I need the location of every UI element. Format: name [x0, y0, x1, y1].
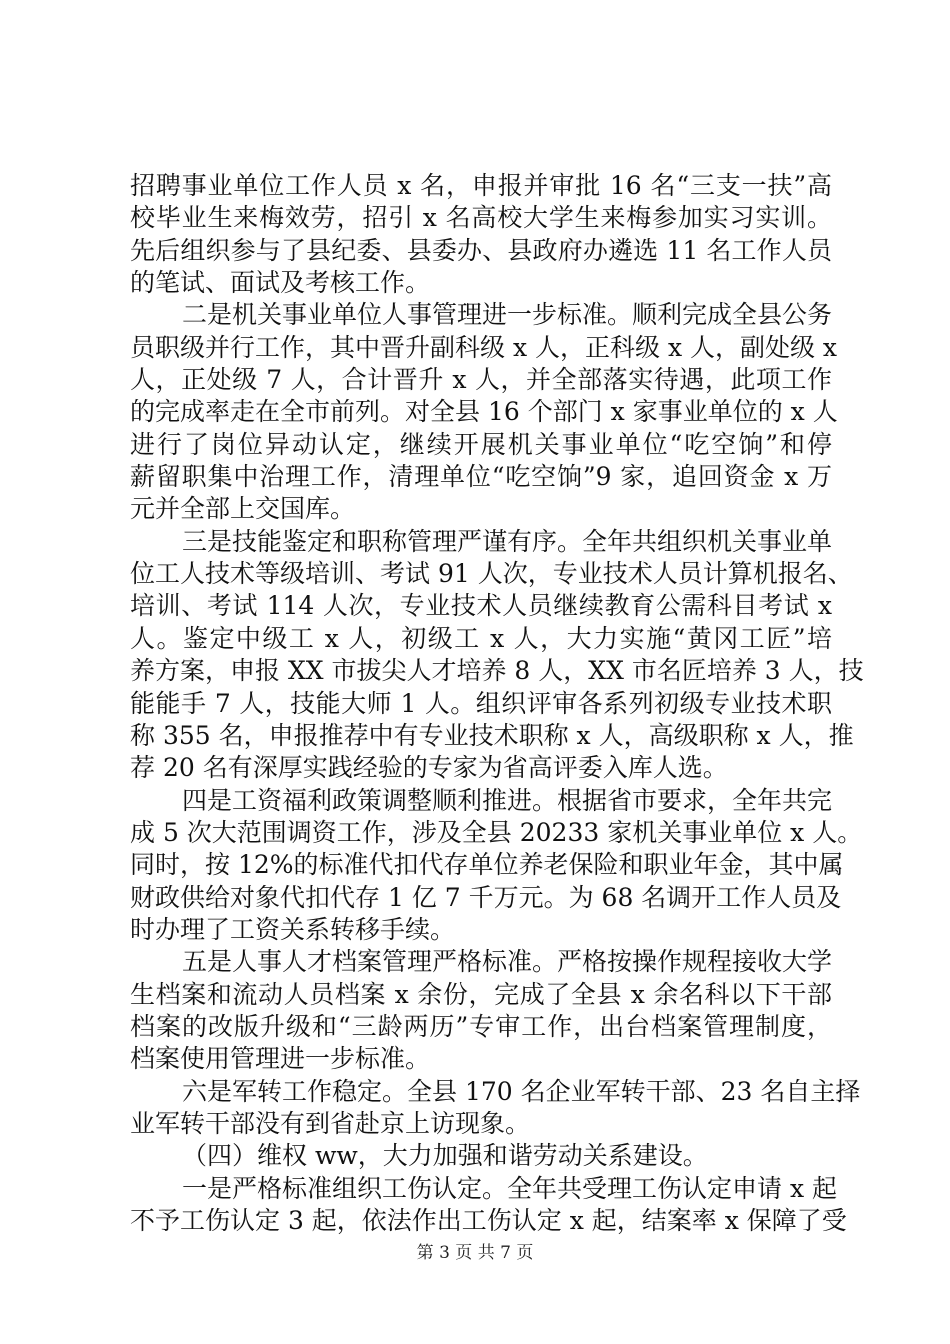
- text-line: 二是机关事业单位人事管理进一步标准。顺利完成全县公务: [182, 300, 833, 330]
- text-line: 的笔试、面试及考核工作。: [130, 268, 431, 298]
- text-line: 荐 20 名有深厚实践经验的专家为省高评委入库人选。: [130, 753, 728, 783]
- text-line: 人，正处级 7 人，合计晋升 x 人，并全部落实待遇，此项工作: [130, 365, 832, 395]
- page-number-footer: 第 3 页 共 7 页: [416, 1243, 534, 1263]
- text-line: 养方案，申报 XX 市拔尖人才培养 8 人，XX 市名匠培养 3 人，技: [130, 656, 864, 686]
- text-line: 档案的改版升级和“三龄两历”专审工作，出台档案管理制度，: [130, 1011, 832, 1041]
- text-line: 校毕业生来梅效劳，招引 x 名高校大学生来梅参加实习实训。: [130, 203, 832, 233]
- text-line: 六是军转工作稳定。全县 170 名企业军转干部、23 名自主择: [182, 1076, 861, 1106]
- text-line: 不予工伤认定 3 起，依法作出工伤认定 x 起，结案率 x 保障了受: [130, 1206, 847, 1235]
- section-heading: （四）维权 ww，大力加强和谐劳动关系建设。: [182, 1141, 708, 1171]
- text-line: 培训、考试 114 人次，专业技术人员继续教育公需科目考试 x: [130, 591, 832, 621]
- text-line: 称 355 名，申报推荐中有专业技术职称 x 人，高级职称 x 人，推: [130, 720, 854, 750]
- text-line: 档案使用管理进一步标准。: [130, 1044, 431, 1074]
- text-line: 一是严格标准组织工伤认定。全年共受理工伤认定申请 x 起: [182, 1173, 837, 1203]
- text-line: 能能手 7 人，技能大师 1 人。组织评审各系列初级专业技术职: [130, 688, 832, 718]
- text-line: 元并全部上交国库。: [130, 494, 356, 524]
- text-line: 四是工资福利政策调整顺利推进。根据省市要求，全年共完: [182, 785, 833, 815]
- text-line: 先后组织参与了县纪委、县委办、县政府办遴选 11 名工作人员: [130, 235, 832, 265]
- text-line: 人。鉴定中级工 x 人，初级工 x 人，大力实施“黄冈工匠”培: [130, 623, 832, 653]
- text-line: 五是人事人才档案管理严格标准。严格按操作规程接收大学: [182, 947, 833, 977]
- text-line: 财政供给对象代扣代存 1 亿 7 千万元。为 68 名调开工作人员及: [130, 882, 842, 912]
- text-line: 位工人技术等级培训、考试 91 人次，专业技术人员计算机报名、: [130, 559, 853, 589]
- text-line: 招聘事业单位工作人员 x 名，申报并审批 16 名“三支一扶”高: [130, 171, 832, 200]
- body-text: [130, 170, 864, 1237]
- text-line: 生档案和流动人员档案 x 余份，完成了全县 x 余名科以下干部: [130, 979, 832, 1009]
- text-line: 成 5 次大范围调资工作，涉及全县 20233 家机关事业单位 x 人。: [130, 817, 863, 847]
- text-line: 业军转干部没有到省赴京上访现象。: [130, 1108, 531, 1138]
- text-line: 时办理了工资关系转移手续。: [130, 914, 456, 944]
- text-line: 三是技能鉴定和职称管理严谨有序。全年共组织机关事业单: [182, 526, 833, 556]
- text-line: 员职级并行工作，其中晋升副科级 x 人，正科级 x 人，副处级 x: [130, 332, 838, 362]
- text-line: 进行了岗位异动认定，继续开展机关事业单位“吃空饷”和停: [130, 429, 832, 459]
- text-line: 同时，按 12%的标准代扣代存单位养老保险和职业年金，其中属: [130, 850, 844, 880]
- text-line: 的完成率走在全市前列。对全县 16 个部门 x 家事业单位的 x 人: [130, 397, 838, 427]
- text-line: 薪留职集中治理工作，清理单位“吃空饷”9 家，追回资金 x 万: [130, 462, 832, 492]
